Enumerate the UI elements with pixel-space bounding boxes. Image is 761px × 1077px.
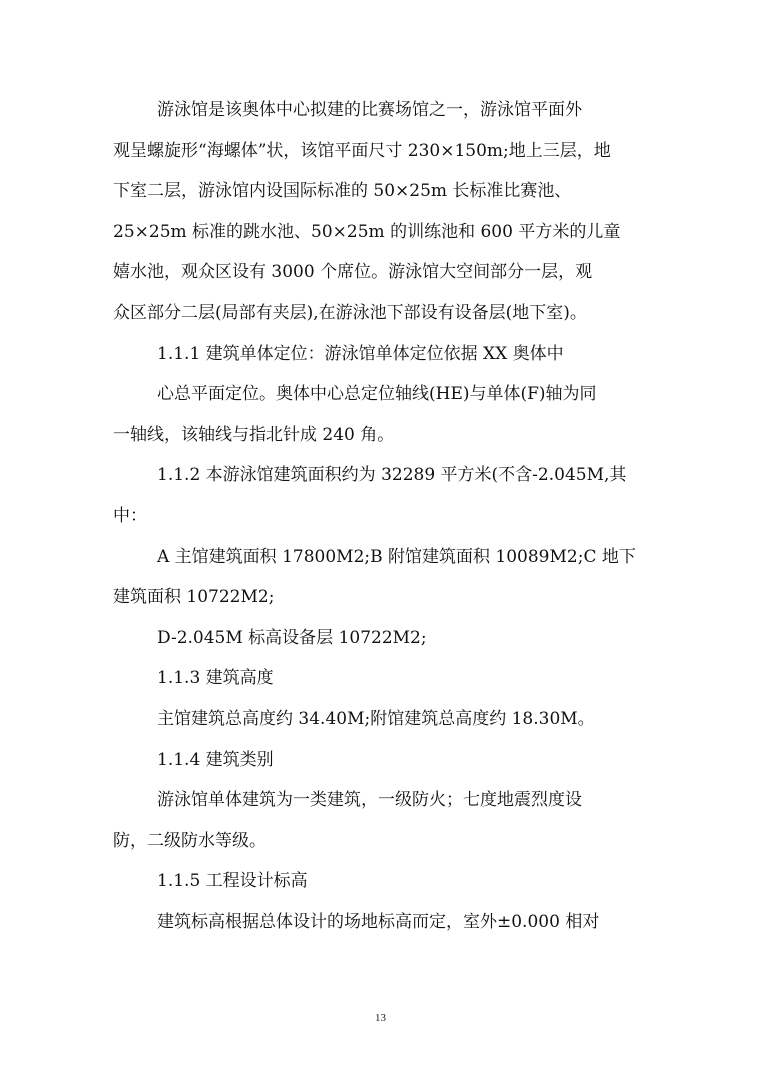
section-1-1-5-heading: 1.1.5 工程设计标高 [157,871,308,892]
section-1-1-4-heading: 1.1.4 建筑类别 [157,749,274,770]
text-line: D-2.045M 标高设备层 10722M2; [157,627,427,648]
text-line: 防，二级防水等级。 [113,830,266,851]
text-line: 25×25m 标准的跳水池、50×25m 的训练池和 600 平方米的儿童 [113,221,621,242]
text-line: 下室二层，游泳馆内设国际标准的 50×25m 长标准比赛池、 [113,181,572,202]
text-line: 建筑面积 10722M2; [113,587,275,608]
text-line: 一轴线，该轴线与指北针成 240 角。 [113,424,395,445]
text-line: 建筑标高根据总体设计的场地标高而定，室外±0.000 相对 [157,911,600,932]
body-text [113,90,643,942]
text-line: 嬉水池，观众区设有 3000 个席位。游泳馆大空间部分一层，观 [113,262,593,283]
text-line: 中： [113,505,147,526]
text-line: 心总平面定位。奥体中心总定位轴线(HE)与单体(F)轴为同 [157,384,597,405]
text-line: 游泳馆单体建筑为一类建筑，一级防火；七度地震烈度设 [157,790,582,811]
text-line: 游泳馆是该奥体中心拟建的比赛场馆之一，游泳馆平面外 [157,100,582,120]
section-1-1-3-heading: 1.1.3 建筑高度 [157,668,274,689]
text-line: 众区部分二层(局部有夹层),在游泳池下部设有设备层(地下室)。 [113,302,587,323]
text-line: A 主馆建筑面积 17800M2;B 附馆建筑面积 10089M2;C 地下 [157,546,636,567]
text-line: 主馆建筑总高度约 34.40M;附馆建筑总高度约 18.30M。 [157,708,595,729]
text-line: 观呈螺旋形“海螺体”状，该馆平面尺寸 230×150m;地上三层，地 [113,140,611,161]
page-number: 13 [375,1012,386,1024]
section-1-1-2-heading: 1.1.2 本游泳馆建筑面积约为 32289 平方米(不含-2.045M,其 [157,465,627,486]
section-1-1-1-heading: 1.1.1 建筑单体定位：游泳馆单体定位依据 XX 奥体中 [157,343,564,364]
